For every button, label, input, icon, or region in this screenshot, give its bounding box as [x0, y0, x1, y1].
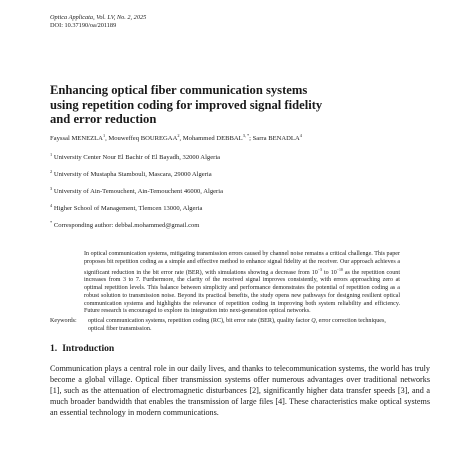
corresponding-author: * Corresponding author: debbal.mohammed@gmail.com	[50, 220, 200, 230]
doi: DOI: 10.37190/oa/201189	[50, 22, 117, 30]
author: Sarra BENADLA$^4$	[252, 133, 302, 143]
keywords	[50, 318, 400, 333]
affiliation-list	[50, 151, 223, 236]
keywords-text: optical communication systems, repetition coding (RC), bit error rate (BER), quality factor Q, error correction techniques, optical fiber transmission.	[88, 318, 386, 332]
author-list: Fayssal MENEZLA$^1$, Mouweffeq BOUREGAA$^2$, Mohammed $DEBBAL^{3, *}$; Sarra BENADLA$^4$	[50, 133, 302, 143]
intro-paragraph: Communication plays a central role in our daily lives, and thanks to telecommunication systems, the world has truly become a global village. Optical fiber transmission systems offer numerous advantages over traditional networks [1], such as the attenuation of electromagnetic disturbances [2], significantly higher data transfer speeds [3], and a much broader bandwidth that enables the transmission of large files [4]. These characteristics make optical systems an essential technology in modern communications.	[50, 364, 430, 417]
author: Fayssal MENEZLA$^1$	[50, 133, 106, 143]
title-line: Enhancing optical fiber communication systems	[50, 83, 308, 97]
affiliation: $^4$ Higher School of Management, Tlemcen 13000, Algeria	[50, 203, 203, 213]
affiliation: $^1$ University Center Nour El Bachir of El Bayadh, 32000 Algeria	[50, 152, 221, 162]
section-heading	[50, 343, 114, 354]
author: Mouweffeq BOUREGAA$^2$	[108, 133, 180, 143]
keywords-label: Keywords:	[50, 318, 77, 324]
author: Mohammed $DEBBAL^{3, *}$	[182, 133, 250, 143]
journal-header	[50, 14, 146, 31]
abstract: In optical communication systems, mitigating transmission errors caused by channel noise remains a critical challenge. This paper proposes bit repetition coding as a simple and effective method to enhance signal fidelity at the receiver. Our approach achieves a significant reduction in the bit error rate (BER), with simulations showing a decrease from $10^{-3}$ to $10^{-10}$ as the repetition count increases from 3 to 7. Furthermore, the clarity of the received signal improves consistently, with errors approaching zero at optimal repetition levels. This balance between simplicity and performance demonstrates the potential of repetition coding as a robust solution to transmission noise. Beyond its practical benefits, the study opens new pathways for designing resilient optical communication systems and highlights the relevance of repetition coding in improving both system reliability and efficiency. Future research is encouraged to explore its integration into next-generation optical networks.	[84, 251, 400, 315]
affiliation: $^2$ University of Mustapha Stambouli, Mascara, 29000 Algeria	[50, 169, 212, 179]
affiliation: $^3$ University of Ain-Temouchent, Ain-Temouchent 46000, Algeria	[50, 186, 224, 196]
title-line: and error reduction	[50, 112, 157, 127]
section-number: 1.	[50, 343, 58, 354]
title-line: using repetition coding for improved signal fidelity	[50, 97, 323, 112]
paper-title	[50, 83, 430, 127]
section-title: Introduction	[62, 343, 115, 354]
journal-name: Optica Applicata, Vol. LV, No. 2, 2025	[50, 14, 147, 21]
